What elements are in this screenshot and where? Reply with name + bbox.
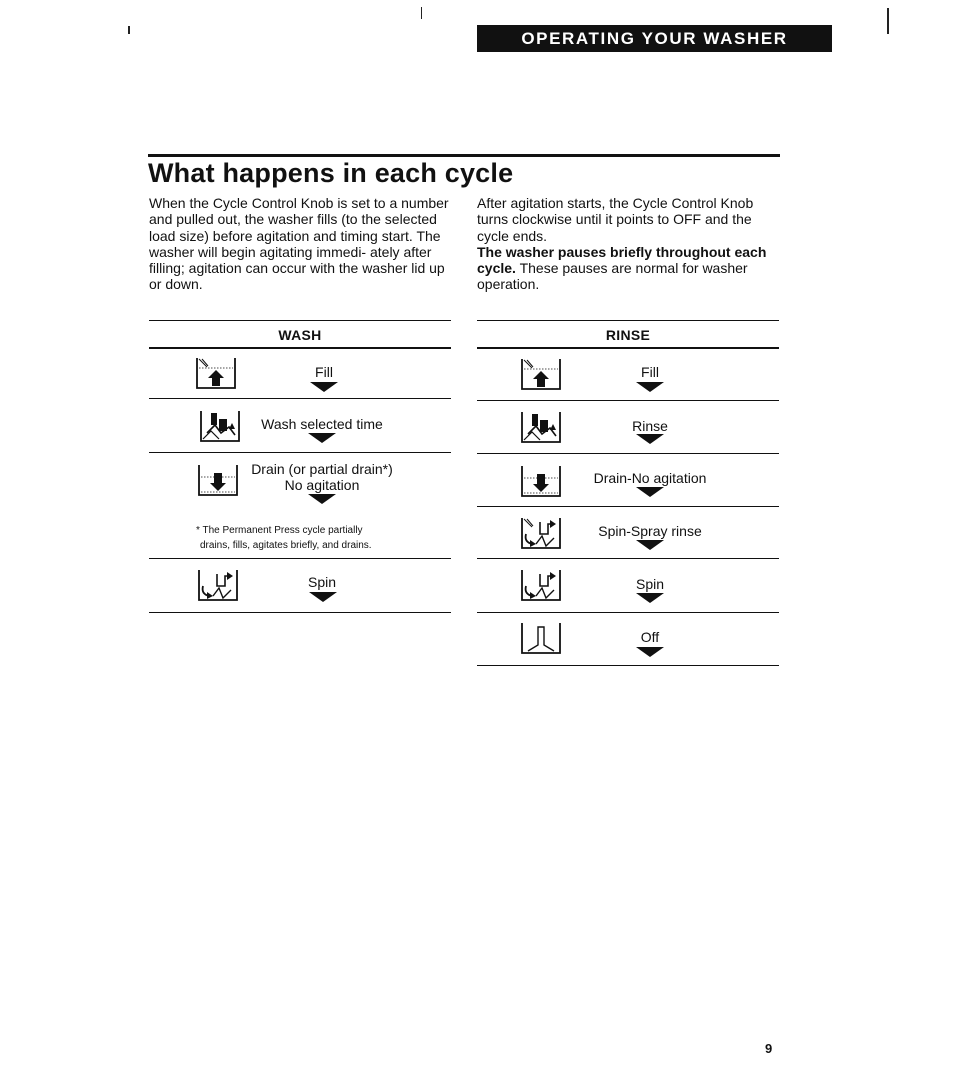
rinse-row-rule-4 [477, 558, 779, 559]
section-title: OPERATING YOUR WASHER [521, 28, 788, 48]
wash-step-wash-label: Wash selected time [261, 416, 383, 432]
arrow-down-icon [309, 592, 337, 602]
drain-icon [520, 464, 562, 498]
wash-bottom-rule [149, 612, 451, 613]
wash-table [149, 318, 451, 614]
arrow-down-icon [636, 647, 664, 657]
wash-top-rule [149, 320, 451, 321]
spin-icon [197, 568, 239, 602]
margin-mark-left [128, 26, 130, 34]
arrow-down-icon [308, 433, 336, 443]
arrow-down-icon [308, 494, 336, 504]
rinse-bottom-rule [477, 665, 779, 666]
margin-mark-top [421, 7, 422, 19]
wash-agitate-icon [199, 409, 241, 443]
fill-icon [195, 356, 237, 390]
margin-mark-right [887, 8, 889, 34]
wash-step-fill-label: Fill [315, 364, 333, 380]
wash-row-rule-3 [149, 558, 451, 559]
rinse-row-rule-5 [477, 612, 779, 613]
section-header-bar [477, 25, 832, 52]
spin-icon [520, 568, 562, 602]
rinse-top-rule [477, 320, 779, 321]
arrow-down-icon [636, 487, 664, 497]
rinse-agitate-icon [520, 410, 562, 444]
intro-left [149, 195, 449, 293]
arrow-down-icon [310, 382, 338, 392]
spin-spray-icon [520, 516, 562, 550]
fill-icon [520, 357, 562, 391]
intro-left-text: When the Cycle Control Knob is set to a number and pulled out, the washer fills (to the selected load size) before agitation and timing start. The washer will begin agitating immedi- ately after filling; agitation can occur with the washer lid up or down. [149, 195, 449, 293]
rinse-step-drain-label: Drain-No agitation [593, 470, 707, 486]
wash-head-rule [149, 347, 451, 349]
intro-right [477, 195, 772, 293]
rinse-row-rule-1 [477, 400, 779, 401]
wash-step-spin-label: Spin [307, 574, 337, 590]
arrow-down-icon [636, 382, 664, 392]
intro-right-text: After agitation starts, the Cycle Control Knob turns clockwise until it points to OFF and the cycle ends. [477, 195, 754, 244]
wash-footnote [196, 523, 446, 553]
rinse-row-rule-2 [477, 453, 779, 454]
footnote-line-1: * The Permanent Press cycle partially [196, 525, 363, 536]
rinse-step-spin-spray-label: Spin-Spray rinse [598, 523, 702, 539]
rinse-step-fill-label: Fill [641, 364, 659, 380]
footnote-line-2: drains, fills, agitates briefly, and drains. [200, 540, 372, 551]
drain-icon [197, 463, 239, 497]
rinse-row-rule-3 [477, 506, 779, 507]
rinse-head-rule [477, 347, 779, 349]
pause-note-bold: The washer pauses briefly throughout each cycle. [477, 243, 767, 277]
wash-step-drain-sublabel: No agitation [284, 477, 360, 493]
rinse-table [477, 318, 779, 668]
rinse-step-off-label: Off [640, 629, 660, 645]
pause-note-rest: These pauses are normal for washer operation. [477, 260, 748, 293]
rinse-heading: RINSE [605, 327, 651, 343]
arrow-down-icon [636, 540, 664, 550]
page-number: 9 [765, 1041, 773, 1056]
rinse-step-spin-label: Spin [635, 576, 665, 592]
wash-heading: WASH [278, 327, 322, 343]
page-title: What happens in each cycle [148, 158, 514, 188]
off-icon [520, 621, 562, 655]
rinse-step-rinse-label: Rinse [632, 418, 668, 434]
wash-step-drain-label: Drain (or partial drain*) [251, 461, 393, 477]
arrow-down-icon [636, 434, 664, 444]
wash-row-rule-2 [149, 452, 451, 453]
intro-right-note [477, 244, 772, 293]
arrow-down-icon [636, 593, 664, 603]
title-rule [148, 154, 780, 157]
wash-row-rule-1 [149, 398, 451, 399]
